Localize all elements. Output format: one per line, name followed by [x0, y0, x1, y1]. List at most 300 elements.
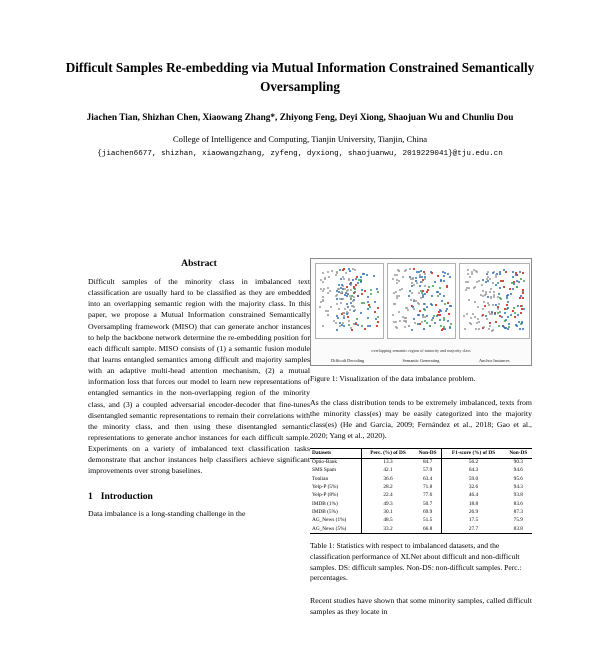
- scatter-point: [499, 273, 501, 275]
- scatter-point: [392, 314, 394, 316]
- right-column: [310, 258, 532, 624]
- scatter-point: [367, 308, 369, 310]
- scatter-point: [468, 299, 470, 301]
- scatter-point: [427, 289, 429, 291]
- scatter-point: [404, 326, 406, 328]
- scatter-point: [361, 289, 363, 291]
- table-cell: 36.6: [362, 475, 414, 483]
- scatter-point: [374, 301, 376, 303]
- scatter-point: [478, 328, 480, 330]
- scatter-point: [449, 276, 451, 278]
- table-cell: 84.7: [422, 459, 433, 466]
- scatter-point: [506, 308, 508, 310]
- scatter-point: [364, 328, 366, 330]
- scatter-point: [443, 295, 445, 297]
- scatter-point: [375, 318, 377, 320]
- scatter-point: [368, 304, 370, 306]
- scatter-point: [338, 308, 340, 310]
- scatter-point: [478, 321, 480, 323]
- scatter-point: [424, 316, 426, 318]
- right-column-paragraph: As the class distribution tends to be extremely imbalanced, texts from the minority class(es) may be easily categorized into the majority class(es) (He and Garcia, 2009; Fernández et al., 2018; Gao et al., 2020; Yang et al., 2020).: [310, 397, 532, 441]
- scatter-point: [486, 273, 488, 275]
- scatter-point: [514, 312, 516, 314]
- scatter-point: [345, 272, 347, 274]
- affiliation: College of Intelligence and Computing, Tianjin University, Tianjin, China: [172, 133, 428, 144]
- scatter-point: [344, 294, 346, 296]
- scatter-point: [517, 314, 519, 316]
- figure-inner-note: overlapping semantic region of minority and majority class: [371, 348, 471, 353]
- table-cell: 57.9: [422, 467, 433, 474]
- scatter-point: [419, 285, 421, 287]
- figure-1-caption: Figure 1: Visualization of the data imbalance problem.: [310, 374, 476, 383]
- scatter-point: [354, 269, 356, 271]
- scatter-point: [491, 313, 493, 315]
- scatter-point: [499, 315, 501, 317]
- scatter-point: [398, 311, 400, 313]
- table-cell: 56.2: [442, 458, 505, 467]
- scatter-point: [485, 281, 487, 283]
- scatter-point: [504, 320, 506, 322]
- statistics-table: [310, 449, 532, 533]
- scatter-point: [516, 286, 518, 288]
- scatter-point: [482, 279, 484, 281]
- scatter-point: [467, 269, 469, 271]
- scatter-point: [344, 308, 346, 310]
- scatter-point: [347, 316, 349, 318]
- scatter-point: [356, 318, 358, 320]
- table-cell: 90.3: [513, 459, 523, 466]
- scatter-point: [486, 318, 488, 320]
- scatter-point: [412, 278, 414, 280]
- scatter-point: [407, 309, 409, 311]
- table-row: [310, 500, 532, 508]
- scatter-point: [405, 307, 407, 309]
- scatter-point: [487, 280, 489, 282]
- table-cell: 63.4: [422, 475, 433, 482]
- scatter-point: [499, 287, 501, 289]
- scatter-point: [333, 320, 335, 322]
- scatter-point: [393, 292, 395, 294]
- scatter-point: [376, 325, 378, 327]
- scatter-point: [502, 280, 504, 282]
- table-cell: 94.6: [513, 467, 523, 474]
- scatter-point: [483, 326, 485, 328]
- scatter-point: [430, 271, 432, 273]
- scatter-point: [443, 319, 445, 321]
- table-cell: 27.7: [442, 525, 505, 533]
- paper-page: [0, 58, 600, 658]
- scatter-point: [482, 290, 484, 292]
- scatter-point: [446, 285, 448, 287]
- scatter-point: [466, 313, 468, 315]
- scatter-point: [352, 279, 354, 281]
- scatter-point: [418, 292, 420, 294]
- scatter-point: [361, 302, 363, 304]
- table-cell: Optio-Bank: [312, 459, 338, 466]
- scatter-point: [392, 278, 394, 280]
- scatter-point: [327, 292, 329, 294]
- scatter-point: [411, 282, 413, 284]
- scatter-point: [369, 325, 371, 327]
- scatter-point: [497, 306, 499, 308]
- scatter-point: [322, 290, 324, 292]
- scatter-point: [437, 275, 439, 277]
- scatter-point: [373, 275, 375, 277]
- scatter-point: [325, 310, 327, 312]
- scatter-point: [336, 298, 338, 300]
- scatter-point: [404, 270, 406, 272]
- scatter-point: [514, 316, 516, 318]
- abstract-heading: Abstract: [181, 258, 217, 269]
- scatter-point: [448, 313, 450, 315]
- scatter-point: [464, 328, 466, 330]
- scatter-point: [419, 310, 421, 312]
- scatter-point: [513, 283, 515, 285]
- scatter-point: [522, 272, 524, 274]
- scatter-point: [522, 289, 524, 291]
- scatter-point: [523, 280, 525, 282]
- scatter-point: [415, 277, 417, 279]
- scatter-point: [369, 306, 371, 308]
- table-cell: AG_News (5%): [312, 525, 347, 532]
- scatter-point: [363, 302, 365, 304]
- scatter-point: [522, 328, 524, 330]
- scatter-point: [431, 295, 433, 297]
- scatter-point: [401, 288, 403, 290]
- scatter-point: [336, 294, 338, 296]
- scatter-point: [413, 268, 415, 270]
- table-cell: 64.3: [442, 467, 505, 475]
- scatter-point: [396, 282, 398, 284]
- table-col-datasets: Datasets: [310, 449, 362, 458]
- scatter-point: [322, 325, 324, 327]
- scatter-point: [513, 281, 515, 283]
- scatter-point: [322, 272, 324, 274]
- scatter-point: [519, 297, 521, 299]
- table-row: [310, 492, 532, 500]
- scatter-point: [424, 278, 426, 280]
- scatter-point: [440, 280, 442, 282]
- scatter-point: [484, 305, 486, 307]
- scatter-point: [503, 286, 505, 288]
- scatter-point: [445, 310, 447, 312]
- scatter-point: [421, 321, 423, 323]
- scatter-point: [523, 308, 525, 310]
- scatter-point: [437, 314, 439, 316]
- scatter-point: [444, 272, 446, 274]
- scatter-point: [424, 309, 426, 311]
- introduction-heading: [88, 491, 310, 502]
- scatter-point: [434, 281, 436, 283]
- scatter-point: [420, 270, 422, 272]
- figure-panel-label-3: Anchor Instances: [479, 358, 510, 363]
- figure-1-image: [310, 258, 532, 366]
- table-cell: 28.2: [362, 484, 414, 492]
- scatter-point: [377, 291, 379, 293]
- scatter-point: [415, 300, 417, 302]
- scatter-point: [477, 318, 479, 320]
- scatter-point: [346, 313, 348, 315]
- table-body: [310, 458, 532, 533]
- scatter-point: [367, 301, 369, 303]
- scatter-point: [423, 271, 425, 273]
- scatter-point: [439, 287, 441, 289]
- table-col-perc-nonds: Non-DS: [414, 449, 442, 458]
- scatter-point: [504, 312, 506, 314]
- scatter-point: [498, 303, 500, 305]
- scatter-point: [512, 288, 514, 290]
- scatter-point: [512, 276, 514, 278]
- scatter-point: [509, 288, 511, 290]
- scatter-point: [498, 293, 500, 295]
- scatter-point: [342, 298, 344, 300]
- scatter-point: [444, 328, 446, 330]
- scatter-point: [422, 314, 424, 316]
- table-cell: SMS Spam: [312, 467, 336, 474]
- scatter-point: [351, 329, 353, 331]
- scatter-point: [500, 298, 502, 300]
- scatter-point: [341, 291, 343, 293]
- scatter-point: [349, 283, 351, 285]
- scatter-point: [414, 322, 416, 324]
- scatter-point: [493, 296, 495, 298]
- scatter-point: [521, 322, 523, 324]
- scatter-point: [347, 306, 349, 308]
- figure-panel-2: [387, 263, 456, 339]
- scatter-point: [346, 295, 348, 297]
- scatter-point: [410, 299, 412, 301]
- scatter-point: [327, 287, 329, 289]
- scatter-point: [342, 288, 344, 290]
- introduction-text: Data imbalance is a long-standing challenge in the: [88, 508, 246, 518]
- scatter-point: [422, 296, 424, 298]
- table-row: [310, 525, 532, 533]
- scatter-point: [413, 308, 415, 310]
- scatter-point: [467, 281, 469, 283]
- scatter-point: [377, 316, 379, 318]
- scatter-point: [468, 287, 470, 289]
- scatter-point: [520, 278, 522, 280]
- table-cell: 48.5: [362, 517, 414, 525]
- scatter-point: [485, 291, 487, 293]
- scatter-point: [497, 308, 499, 310]
- table-cell: 94.3: [513, 484, 523, 491]
- scatter-point: [350, 297, 352, 299]
- scatter-point: [416, 282, 418, 284]
- figure-panel-3: [459, 263, 530, 339]
- table-cell: 95.6: [513, 475, 523, 482]
- scatter-point: [443, 275, 445, 277]
- scatter-point: [396, 274, 398, 276]
- scatter-point: [489, 278, 491, 280]
- scatter-point: [507, 328, 509, 330]
- table-col-f1-nonds: Non-DS: [505, 449, 532, 458]
- table-col-f1-ds: F1-score (%) of DS: [442, 449, 505, 458]
- scatter-point: [465, 289, 467, 291]
- introduction-title: Introduction: [100, 490, 153, 502]
- scatter-point: [515, 272, 517, 274]
- scatter-point: [374, 311, 376, 313]
- table-cell: Yelp-P (8%): [312, 492, 339, 499]
- scatter-point: [362, 273, 364, 275]
- scatter-point: [348, 324, 350, 326]
- table-cell: 51.5: [422, 517, 433, 524]
- scatter-point: [340, 278, 342, 280]
- table-cell: 46.4: [442, 492, 505, 500]
- scatter-point: [347, 289, 349, 291]
- scatter-point: [447, 273, 449, 275]
- scatter-point: [433, 315, 435, 317]
- scatter-point: [435, 304, 437, 306]
- scatter-point: [494, 313, 496, 315]
- scatter-point: [354, 288, 356, 290]
- scatter-point: [463, 315, 465, 317]
- scatter-point: [335, 322, 337, 324]
- scatter-point: [492, 282, 494, 284]
- table-row: [310, 508, 532, 516]
- scatter-point: [510, 314, 512, 316]
- scatter-point: [370, 289, 372, 291]
- scatter-point: [467, 273, 469, 275]
- scatter-point: [429, 325, 431, 327]
- table-row: [310, 517, 532, 525]
- table-cell: 69.9: [422, 509, 433, 516]
- left-column: [88, 258, 310, 526]
- table-1-caption: Table 1: Statistics with respect to imbalanced datasets, and the classification performance of XLNet about difficult and non-difficult samples. DS: difficult samples. Non-DS: non-difficult samples. Perc.: percentages.: [310, 541, 522, 583]
- scatter-point: [482, 314, 484, 316]
- scatter-point: [437, 295, 439, 297]
- scatter-point: [411, 329, 413, 331]
- scatter-point: [328, 276, 330, 278]
- scatter-point: [343, 325, 345, 327]
- figure-panel-1: [315, 263, 384, 339]
- scatter-point: [439, 319, 441, 321]
- scatter-point: [396, 297, 398, 299]
- scatter-point: [470, 317, 472, 319]
- scatter-point: [399, 320, 401, 322]
- scatter-point: [485, 315, 487, 317]
- table-cell: AG_News (1%): [312, 517, 347, 524]
- scatter-point: [367, 317, 369, 319]
- scatter-point: [377, 307, 379, 309]
- scatter-point: [424, 273, 426, 275]
- table-row: [310, 484, 532, 492]
- scatter-point: [426, 306, 428, 308]
- scatter-point: [336, 329, 338, 331]
- scatter-point: [424, 293, 426, 295]
- table-cell: 83.6: [513, 500, 523, 507]
- scatter-point: [329, 290, 331, 292]
- scatter-point: [360, 276, 362, 278]
- scatter-point: [519, 328, 521, 330]
- scatter-point: [441, 300, 443, 302]
- scatter-point: [513, 307, 515, 309]
- table-cell: 75.9: [513, 517, 523, 524]
- scatter-point: [348, 320, 350, 322]
- abstract-text: Difficult samples of the minority class in imbalanced text classification are usually hard to be classified as they are embedded into an overlapping semantic region with the majority class. In this paper, we propose a Mutual Information constrained Semantically Oversampling framework (MISO) that can generate anchor instances to help the backbone network determine the re-embedding position for each difficult sample. MISO consists of (1) a semantic fusion module that learns entangled semantics among difficult and majority samples with an adaptive multi-head attention mechanism, (2) a mutual information loss that forces our model to learn new representations of entangled semantics in the non-overlapping region of the minority class, and (3) a coupled adversarial encoder-decoder that fine-tunes disentangled semantic representations to remain their correlations with the minority class, and then using these disentangled semantic representations to generate anchor instances for each difficult sample. Experiments on a variety of imbalanced text classification tasks demonstrate that anchor instances help classifiers achieve significant improvements over strong baselines.: [88, 277, 310, 476]
- scatter-point: [395, 291, 397, 293]
- scatter-point: [520, 312, 522, 314]
- scatter-point: [336, 303, 338, 305]
- scatter-point: [402, 276, 404, 278]
- scatter-point: [497, 282, 499, 284]
- scatter-point: [354, 309, 356, 311]
- scatter-point: [428, 286, 430, 288]
- table-cell: 30.1: [362, 508, 414, 516]
- scatter-point: [495, 276, 497, 278]
- table-cell: 83.8: [513, 525, 523, 532]
- scatter-point: [522, 297, 524, 299]
- scatter-point: [331, 270, 333, 272]
- scatter-point: [422, 290, 424, 292]
- scatter-point: [413, 284, 415, 286]
- introduction-number: 1: [88, 490, 93, 502]
- scatter-point: [348, 279, 350, 281]
- figure-panel-label-1: Difficult Decoding: [331, 358, 365, 363]
- table-row: [310, 467, 532, 475]
- scatter-point: [482, 295, 484, 297]
- scatter-point: [444, 303, 446, 305]
- scatter-point: [421, 276, 423, 278]
- table-cell: 71.8: [422, 484, 433, 491]
- scatter-point: [419, 323, 421, 325]
- table-cell: IMDB (5%): [312, 509, 338, 516]
- scatter-point: [432, 285, 434, 287]
- scatter-point: [516, 325, 518, 327]
- scatter-point: [398, 280, 400, 282]
- scatter-point: [422, 279, 424, 281]
- scatter-point: [350, 289, 352, 291]
- scatter-point: [337, 317, 339, 319]
- scatter-point: [376, 288, 378, 290]
- scatter-point: [343, 278, 345, 280]
- scatter-point: [518, 281, 520, 283]
- scatter-point: [355, 284, 357, 286]
- table-header-row: [310, 449, 532, 458]
- table-cell: 22.4: [362, 492, 414, 500]
- scatter-point: [354, 291, 356, 293]
- scatter-point: [443, 280, 445, 282]
- scatter-point: [495, 284, 497, 286]
- scatter-point: [490, 288, 492, 290]
- scatter-point: [353, 323, 355, 325]
- scatter-point: [319, 306, 321, 308]
- figure-panel-label-2: Semantic Generating: [402, 358, 440, 363]
- scatter-point: [447, 320, 449, 322]
- page-title: Difficult Samples Re-embedding via Mutual Information Constrained Semantically Oversampling: [65, 60, 535, 95]
- scatter-point: [489, 322, 491, 324]
- scatter-point: [440, 325, 442, 327]
- right-column-closing-paragraph: Recent studies have shown that some minority samples, called difficult samples as they locate in: [310, 595, 532, 617]
- scatter-point: [495, 321, 497, 323]
- scatter-point: [493, 291, 495, 293]
- scatter-point: [501, 316, 503, 318]
- scatter-point: [327, 310, 329, 312]
- scatter-point: [426, 315, 428, 317]
- table-cell: 33.2: [362, 525, 414, 533]
- scatter-point: [474, 316, 476, 318]
- scatter-point: [465, 281, 467, 283]
- scatter-point: [520, 305, 522, 307]
- scatter-point: [498, 325, 500, 327]
- table-cell: 66.8: [422, 525, 433, 532]
- scatter-point: [473, 287, 475, 289]
- table-cell: 32.6: [442, 484, 505, 492]
- scatter-point: [423, 328, 425, 330]
- scatter-point: [341, 284, 343, 286]
- scatter-point: [469, 276, 471, 278]
- scatter-point: [353, 296, 355, 298]
